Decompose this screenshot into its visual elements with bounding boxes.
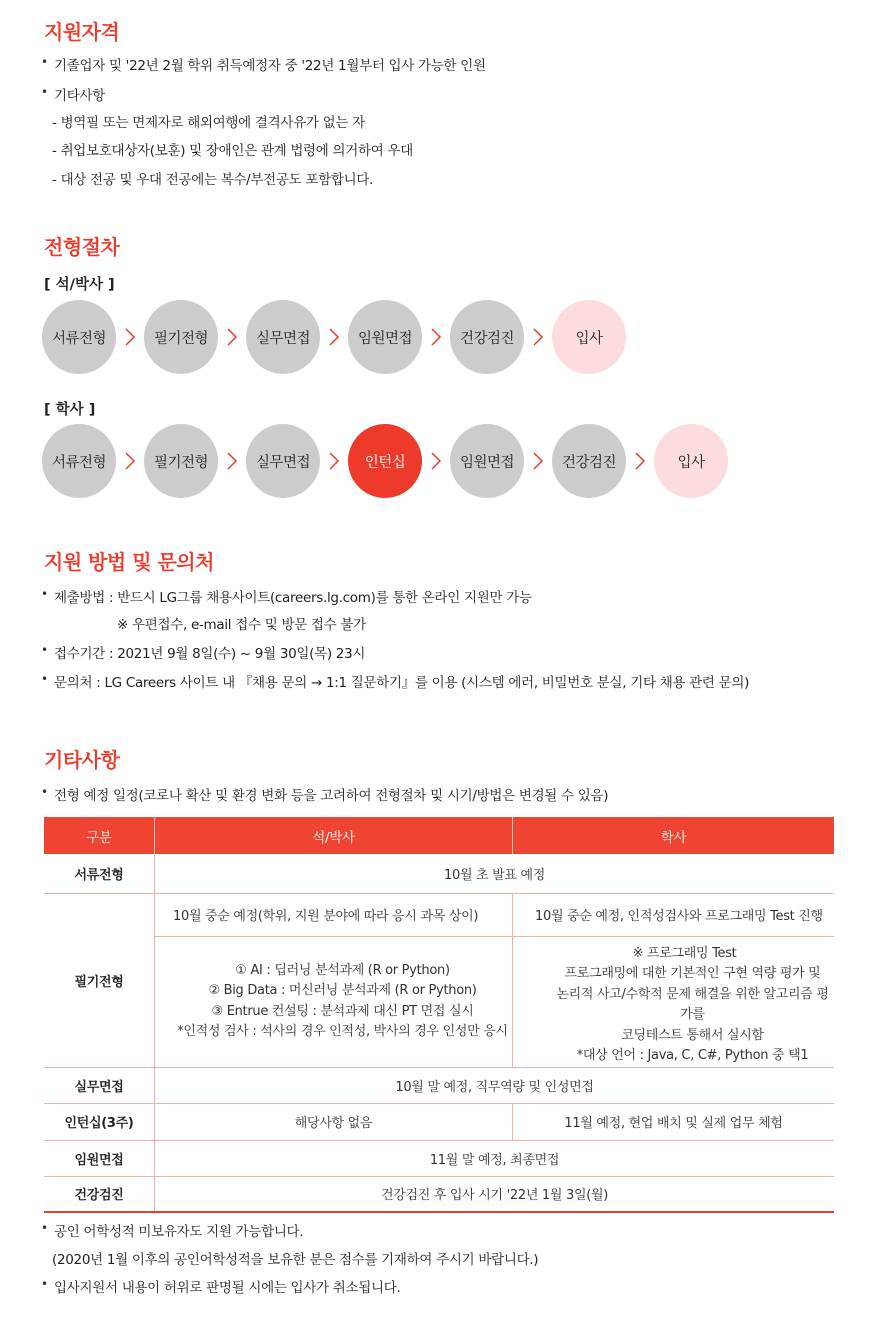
written-bachelor-item: *대상 언어 : Java, C, C#, Python 중 택1 (576, 1048, 809, 1063)
written-masters-item: ① AI : 딥러닝 분석과제 (R or Python) (235, 962, 450, 978)
written-bachelor-item: 논리적 사고/수학적 문제 해결을 위한 알고리즘 평가를 (556, 986, 829, 1022)
chevron-right-icon (116, 424, 144, 498)
bachelor-step-written: 필기전형 (144, 424, 218, 498)
masters-label: [ 석/박사 ] (44, 277, 115, 293)
masters-step-executive: 임원면접 (348, 300, 422, 374)
written-bachelor-top: 10월 중순 예정, 인적성검사와 프로그래밍 Test 진행 (513, 893, 835, 936)
bachelor-step-join: 입사 (654, 424, 728, 498)
table-row (44, 936, 834, 1067)
note-language: • 공인 어학성적 미보유자도 지원 가능합니다. (54, 1220, 303, 1240)
qualification-subitem-major: - 대상 전공 및 우대 전공에는 복수/부전공도 포함합니다. (52, 172, 374, 188)
chevron-right-icon (422, 424, 450, 498)
masters-step-practical: 실무면접 (246, 300, 320, 374)
header-bachelor: 학사 (513, 817, 835, 854)
chevron-right-icon (320, 300, 348, 374)
table-row (44, 1176, 834, 1212)
row-label-executive: 임원면접 (44, 1140, 155, 1176)
executive-value: 11월 말 예정, 최종면접 (155, 1140, 835, 1176)
chevron-right-icon (320, 424, 348, 498)
internship-masters: 해당사항 없음 (155, 1103, 513, 1140)
note-language-detail: (2020년 1월 이후의 공인어학성적을 보유한 분은 점수를 기재하여 주시기 바랍니다.) (52, 1252, 539, 1268)
row-label-written: 필기전형 (44, 893, 155, 1067)
written-bachelor-item: 프로그래밍에 대한 기본적인 구현 역량 평가 및 (564, 966, 821, 981)
chevron-right-icon (524, 424, 552, 498)
document-value: 10월 초 발표 예정 (155, 854, 835, 893)
note-false-info: • 입사지원서 내용이 허위로 판명될 시에는 입사가 취소됩니다. (54, 1276, 400, 1296)
bachelor-step-executive: 임원면접 (450, 424, 524, 498)
table-row (44, 1067, 834, 1103)
table-header-row (44, 817, 834, 854)
bachelor-steps (42, 424, 728, 498)
chevron-right-icon (218, 424, 246, 498)
internship-bachelor: 11월 예정, 현업 배치 및 실제 업무 체험 (513, 1103, 835, 1140)
qualification-title: 지원자격 (44, 20, 120, 44)
masters-step-join: 입사 (552, 300, 626, 374)
schedule-table (44, 817, 834, 1213)
bachelor-step-health: 건강검진 (552, 424, 626, 498)
written-bachelor-item: 코딩테스트 통해서 실시함 (621, 1027, 764, 1043)
bachelor-label: [ 학사 ] (44, 402, 96, 418)
row-label-practical: 실무면접 (44, 1067, 155, 1103)
written-bachelor-item: ※ 프로그래밍 Test (632, 945, 737, 961)
health-value: 건강검진 후 입사 시기 '22년 1월 3일(월) (155, 1176, 835, 1212)
chevron-right-icon (218, 300, 246, 374)
chevron-right-icon (422, 300, 450, 374)
written-masters-list (155, 936, 513, 1067)
written-masters-item: ③ Entrue 컨설팅 : 분석과제 대신 PT 면접 실시 (211, 1003, 474, 1019)
etc-title: 기타사항 (44, 748, 120, 772)
etc-intro: • 전형 예정 일정(코로나 확산 및 환경 변화 등을 고려하여 전형절차 및 시기/방법은 변경될 수 있음) (54, 784, 608, 804)
row-label-internship: 인턴십(3주) (44, 1103, 155, 1140)
bachelor-step-document: 서류전형 (42, 424, 116, 498)
qualification-item-etc: • 기타사항 (54, 84, 105, 104)
chevron-right-icon (524, 300, 552, 374)
apply-contact: • 문의처 : LG Careers 사이트 내 『채용 문의 → 1:1 질문하기』를 이용 (시스템 에러, 비밀번호 분실, 기타 채용 관련 문의) (54, 671, 749, 691)
qualification-item-graduates: • 기졸업자 및 '22년 2월 학위 취득예정자 중 '22년 1월부터 입사 가능한 인원 (54, 54, 486, 74)
bachelor-step-practical: 실무면접 (246, 424, 320, 498)
masters-steps (42, 300, 626, 374)
masters-step-document: 서류전형 (42, 300, 116, 374)
practical-value: 10월 말 예정, 직무역량 및 인성면접 (155, 1067, 835, 1103)
apply-title: 지원 방법 및 문의처 (44, 550, 214, 574)
table-row (44, 854, 834, 893)
row-label-document: 서류전형 (44, 854, 155, 893)
apply-method-note: ※ 우편접수, e-mail 접수 및 방문 접수 불가 (117, 617, 366, 633)
process-title: 전형절차 (44, 235, 120, 259)
header-masters: 석/박사 (155, 817, 513, 854)
written-masters-item: *인적성 검사 : 석사의 경우 인적성, 박사의 경우 인성만 응시 (177, 1024, 508, 1039)
written-bachelor-list (513, 936, 835, 1067)
header-category: 구분 (44, 817, 155, 854)
written-masters-item: ② Big Data : 머신러닝 분석과제 (R or Python) (208, 983, 477, 998)
apply-method: • 제출방법 : 반드시 LG그룹 채용사이트(careers.lg.com)를 통한 온라인 지원만 가능 (54, 586, 532, 606)
apply-period: • 접수기간 : 2021년 9월 8일(수) ~ 9월 30일(목) 23시 (54, 642, 365, 662)
qualification-subitem-veterans: - 취업보호대상자(보훈) 및 장애인은 관계 법령에 의거하여 우대 (52, 143, 413, 159)
table-row (44, 1140, 834, 1176)
table-row (44, 1103, 834, 1140)
bachelor-step-internship: 인턴십 (348, 424, 422, 498)
masters-step-written: 필기전형 (144, 300, 218, 374)
table-row (44, 893, 834, 936)
qualification-subitem-military: - 병역필 또는 면제자로 해외여행에 결격사유가 없는 자 (52, 115, 365, 131)
written-masters-top: 10월 중순 예정(학위, 지원 분야에 따라 응시 과목 상이) (155, 893, 513, 936)
masters-step-health: 건강검진 (450, 300, 524, 374)
chevron-right-icon (116, 300, 144, 374)
chevron-right-icon (626, 424, 654, 498)
row-label-health: 건강검진 (44, 1176, 155, 1212)
